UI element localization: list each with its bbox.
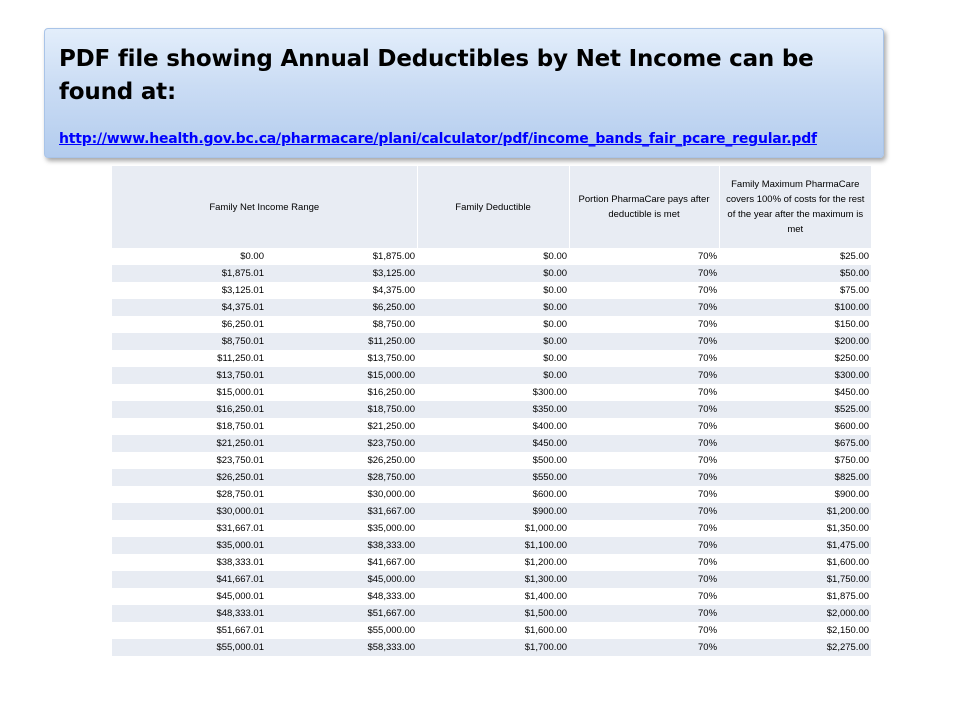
table-row: [112, 248, 871, 265]
income-to-cell: $41,667.00: [266, 554, 417, 571]
portion-cell: 70%: [569, 452, 719, 469]
income-from-cell: $45,000.01: [112, 588, 266, 605]
table-row: [112, 384, 871, 401]
deductible-cell: $0.00: [417, 350, 569, 367]
maximum-cell: $25.00: [719, 248, 871, 265]
maximum-cell: $2,000.00: [719, 605, 871, 622]
income-to-cell: $11,250.00: [266, 333, 417, 350]
deductible-cell: $350.00: [417, 401, 569, 418]
income-from-cell: $11,250.01: [112, 350, 266, 367]
portion-cell: 70%: [569, 503, 719, 520]
deductible-cell: $400.00: [417, 418, 569, 435]
portion-cell: 70%: [569, 299, 719, 316]
table-row: [112, 367, 871, 384]
income-from-cell: $48,333.01: [112, 605, 266, 622]
maximum-cell: $600.00: [719, 418, 871, 435]
income-from-cell: $13,750.01: [112, 367, 266, 384]
table-row: [112, 571, 871, 588]
income-to-cell: $15,000.00: [266, 367, 417, 384]
deductible-cell: $0.00: [417, 333, 569, 350]
maximum-cell: $450.00: [719, 384, 871, 401]
table-row: [112, 520, 871, 537]
table-row: [112, 333, 871, 350]
portion-cell: 70%: [569, 622, 719, 639]
income-from-cell: $0.00: [112, 248, 266, 265]
income-to-cell: $16,250.00: [266, 384, 417, 401]
table-row: [112, 469, 871, 486]
income-to-cell: $18,750.00: [266, 401, 417, 418]
maximum-cell: $200.00: [719, 333, 871, 350]
header-row: [112, 166, 871, 248]
table-row: [112, 605, 871, 622]
portion-cell: 70%: [569, 282, 719, 299]
table-row: [112, 316, 871, 333]
income-to-cell: $31,667.00: [266, 503, 417, 520]
portion-cell: 70%: [569, 486, 719, 503]
maximum-cell: $2,150.00: [719, 622, 871, 639]
table-row: [112, 401, 871, 418]
callout-title: PDF file showing Annual Deductibles by Net Income can be found at:: [59, 46, 814, 105]
income-to-cell: $3,125.00: [266, 265, 417, 282]
table-row: [112, 265, 871, 282]
income-to-cell: $30,000.00: [266, 486, 417, 503]
portion-cell: 70%: [569, 605, 719, 622]
income-from-cell: $35,000.01: [112, 537, 266, 554]
table-row: [112, 503, 871, 520]
maximum-cell: $100.00: [719, 299, 871, 316]
income-to-cell: $58,333.00: [266, 639, 417, 656]
table-row: [112, 622, 871, 639]
deductible-cell: $1,500.00: [417, 605, 569, 622]
callout-box: [44, 28, 884, 158]
table-row: [112, 350, 871, 367]
maximum-cell: $75.00: [719, 282, 871, 299]
income-from-cell: $38,333.01: [112, 554, 266, 571]
portion-cell: 70%: [569, 333, 719, 350]
deductible-cell: $900.00: [417, 503, 569, 520]
income-from-cell: $23,750.01: [112, 452, 266, 469]
portion-cell: 70%: [569, 316, 719, 333]
income-to-cell: $28,750.00: [266, 469, 417, 486]
income-from-cell: $15,000.01: [112, 384, 266, 401]
maximum-cell: $2,275.00: [719, 639, 871, 656]
portion-cell: 70%: [569, 418, 719, 435]
portion-cell: 70%: [569, 350, 719, 367]
income-to-cell: $23,750.00: [266, 435, 417, 452]
deductible-cell: $1,400.00: [417, 588, 569, 605]
income-to-cell: $38,333.00: [266, 537, 417, 554]
income-from-cell: $6,250.01: [112, 316, 266, 333]
income-from-cell: $26,250.01: [112, 469, 266, 486]
table-row: [112, 435, 871, 452]
portion-cell: 70%: [569, 588, 719, 605]
deductible-cell: $0.00: [417, 265, 569, 282]
portion-cell: 70%: [569, 435, 719, 452]
deductible-cell: $1,600.00: [417, 622, 569, 639]
header-portion-pays: Portion PharmaCare pays after deductible is met: [569, 166, 719, 248]
maximum-cell: $150.00: [719, 316, 871, 333]
maximum-cell: $250.00: [719, 350, 871, 367]
maximum-cell: $900.00: [719, 486, 871, 503]
income-from-cell: $41,667.01: [112, 571, 266, 588]
income-from-cell: $8,750.01: [112, 333, 266, 350]
income-to-cell: $55,000.00: [266, 622, 417, 639]
deductible-cell: $0.00: [417, 299, 569, 316]
income-to-cell: $21,250.00: [266, 418, 417, 435]
table-header: [112, 166, 871, 248]
portion-cell: 70%: [569, 248, 719, 265]
income-from-cell: $51,667.01: [112, 622, 266, 639]
portion-cell: 70%: [569, 520, 719, 537]
maximum-cell: $300.00: [719, 367, 871, 384]
income-to-cell: $45,000.00: [266, 571, 417, 588]
income-from-cell: $21,250.01: [112, 435, 266, 452]
portion-cell: 70%: [569, 537, 719, 554]
maximum-cell: $1,475.00: [719, 537, 871, 554]
maximum-cell: $750.00: [719, 452, 871, 469]
portion-cell: 70%: [569, 367, 719, 384]
table-row: [112, 418, 871, 435]
header-income-range: Family Net Income Range: [112, 166, 417, 248]
table-row: [112, 588, 871, 605]
deductible-cell: $0.00: [417, 248, 569, 265]
deductible-cell: $1,200.00: [417, 554, 569, 571]
maximum-cell: $50.00: [719, 265, 871, 282]
income-from-cell: $4,375.01: [112, 299, 266, 316]
table-row: [112, 452, 871, 469]
maximum-cell: $1,875.00: [719, 588, 871, 605]
income-from-cell: $16,250.01: [112, 401, 266, 418]
deductible-cell: $300.00: [417, 384, 569, 401]
table-body: [112, 248, 871, 656]
maximum-cell: $525.00: [719, 401, 871, 418]
deductible-cell: $0.00: [417, 316, 569, 333]
header-family-maximum: Family Maximum PharmaCare covers 100% of costs for the rest of the year after the maximum is met: [719, 166, 871, 248]
income-to-cell: $51,667.00: [266, 605, 417, 622]
portion-cell: 70%: [569, 401, 719, 418]
deductible-cell: $500.00: [417, 452, 569, 469]
deductible-cell: $550.00: [417, 469, 569, 486]
portion-cell: 70%: [569, 554, 719, 571]
table-row: [112, 537, 871, 554]
table-row: [112, 299, 871, 316]
income-from-cell: $30,000.01: [112, 503, 266, 520]
header-family-deductible: Family Deductible: [417, 166, 569, 248]
table-row: [112, 486, 871, 503]
portion-cell: 70%: [569, 469, 719, 486]
income-to-cell: $4,375.00: [266, 282, 417, 299]
income-from-cell: $55,000.01: [112, 639, 266, 656]
maximum-cell: $825.00: [719, 469, 871, 486]
portion-cell: 70%: [569, 265, 719, 282]
income-from-cell: $31,667.01: [112, 520, 266, 537]
maximum-cell: $1,600.00: [719, 554, 871, 571]
income-to-cell: $6,250.00: [266, 299, 417, 316]
income-from-cell: $18,750.01: [112, 418, 266, 435]
deductible-cell: $0.00: [417, 367, 569, 384]
income-to-cell: $35,000.00: [266, 520, 417, 537]
maximum-cell: $1,200.00: [719, 503, 871, 520]
income-to-cell: $8,750.00: [266, 316, 417, 333]
income-from-cell: $1,875.01: [112, 265, 266, 282]
deductible-cell: $1,700.00: [417, 639, 569, 656]
pdf-link[interactable]: http://www.health.gov.bc.ca/pharmacare/plani/calculator/pdf/income_bands_fair_pcare_regular.pdf: [59, 131, 817, 147]
portion-cell: 70%: [569, 384, 719, 401]
deductible-cell: $1,000.00: [417, 520, 569, 537]
table-row: [112, 282, 871, 299]
deductible-cell: $450.00: [417, 435, 569, 452]
maximum-cell: $1,750.00: [719, 571, 871, 588]
income-to-cell: $26,250.00: [266, 452, 417, 469]
maximum-cell: $675.00: [719, 435, 871, 452]
income-from-cell: $3,125.01: [112, 282, 266, 299]
deductibles-table: [112, 166, 871, 656]
maximum-cell: $1,350.00: [719, 520, 871, 537]
table-row: [112, 554, 871, 571]
portion-cell: 70%: [569, 571, 719, 588]
deductible-cell: $1,300.00: [417, 571, 569, 588]
portion-cell: 70%: [569, 639, 719, 656]
income-to-cell: $48,333.00: [266, 588, 417, 605]
income-from-cell: $28,750.01: [112, 486, 266, 503]
income-to-cell: $1,875.00: [266, 248, 417, 265]
deductible-cell: $0.00: [417, 282, 569, 299]
income-to-cell: $13,750.00: [266, 350, 417, 367]
deductible-cell: $1,100.00: [417, 537, 569, 554]
deductible-cell: $600.00: [417, 486, 569, 503]
table-row: [112, 639, 871, 656]
